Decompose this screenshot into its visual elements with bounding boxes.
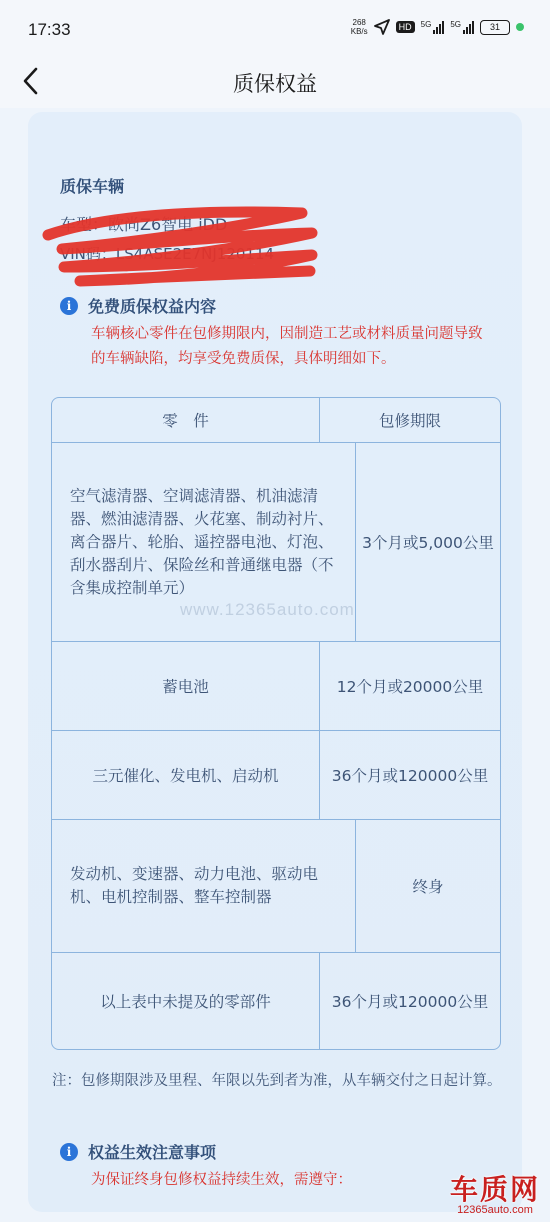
site-logo: 车质网 12365auto.com: [449, 1173, 540, 1216]
free-warranty-heading: i 免费质保权益内容: [60, 294, 216, 317]
signal-1-icon: 5G: [421, 20, 445, 34]
signal-2-icon: 5G: [450, 20, 474, 34]
table-cell-parts: 以上表中未提及的零部件: [52, 953, 320, 1049]
table-cell-parts: 蓄电池: [52, 642, 320, 730]
table-cell-parts: 空气滤清器、空调滤清器、机油滤清器、燃油滤清器、火花塞、制动衬片、离合器片、轮胎、遥控器电池、灯泡、刮水器刮片、保险丝和普通继电器（不含集成控制单元）: [52, 443, 356, 641]
table-cell-period: 3个月或5,000公里: [362, 534, 494, 552]
status-time: 17:33: [28, 20, 71, 39]
vehicle-section-title: 质保车辆: [60, 177, 125, 196]
notice-heading: i 权益生效注意事项: [60, 1140, 216, 1163]
hd-badge-icon: HD: [396, 21, 415, 33]
nav-bar: [0, 56, 550, 108]
vehicle-vin: VIN码：LS4ASE2E7NJ120114: [60, 245, 275, 263]
redaction-scribble: [40, 205, 320, 287]
table-row: [52, 819, 500, 952]
info-icon: i: [60, 1143, 78, 1161]
table-row: [52, 730, 500, 819]
table-header-row: [52, 398, 500, 442]
warranty-note: 注：包修期限涉及里程、年限以先到者为准，从车辆交付之日起计算。: [52, 1073, 502, 1089]
table-row: [52, 641, 500, 730]
table-row: [52, 952, 500, 1049]
info-icon: i: [60, 297, 78, 315]
table-cell-period: 36个月或120000公里: [331, 767, 489, 785]
table-cell-period: 36个月或120000公里: [331, 993, 489, 1011]
notice-description: 为保证终身包修权益持续生效，需遵守：: [91, 1172, 352, 1188]
table-cell-period: 终身: [412, 878, 444, 896]
table-cell-parts: 三元催化、发电机、启动机: [52, 731, 320, 819]
location-arrow-icon: [374, 19, 390, 35]
table-header-period: 包修期限: [378, 412, 441, 430]
table-cell-parts: 发动机、变速器、动力电池、驱动电机、电机控制器、整车控制器: [52, 820, 356, 952]
free-warranty-description: 车辆核心零件在包修期限内，因制造工艺或材料质量问题导致 的车辆缺陷，均享受免费质保，具体明细如下。: [91, 326, 483, 367]
privacy-indicator-icon: [516, 23, 524, 31]
table-header-parts: 零 件: [52, 398, 320, 442]
table-cell-period: 12个月或20000公里: [336, 678, 484, 696]
net-speed: 268 KB/s: [350, 18, 368, 36]
watermark: www.12365auto.com: [180, 600, 355, 619]
vehicle-model: 车型：欧尚Z6智电 iDD: [60, 215, 228, 234]
warranty-table: [51, 397, 501, 1050]
status-icons: [351, 18, 524, 36]
page-title: 质保权益: [233, 72, 317, 96]
battery-icon: 31: [480, 20, 510, 35]
status-bar: [0, 0, 550, 56]
